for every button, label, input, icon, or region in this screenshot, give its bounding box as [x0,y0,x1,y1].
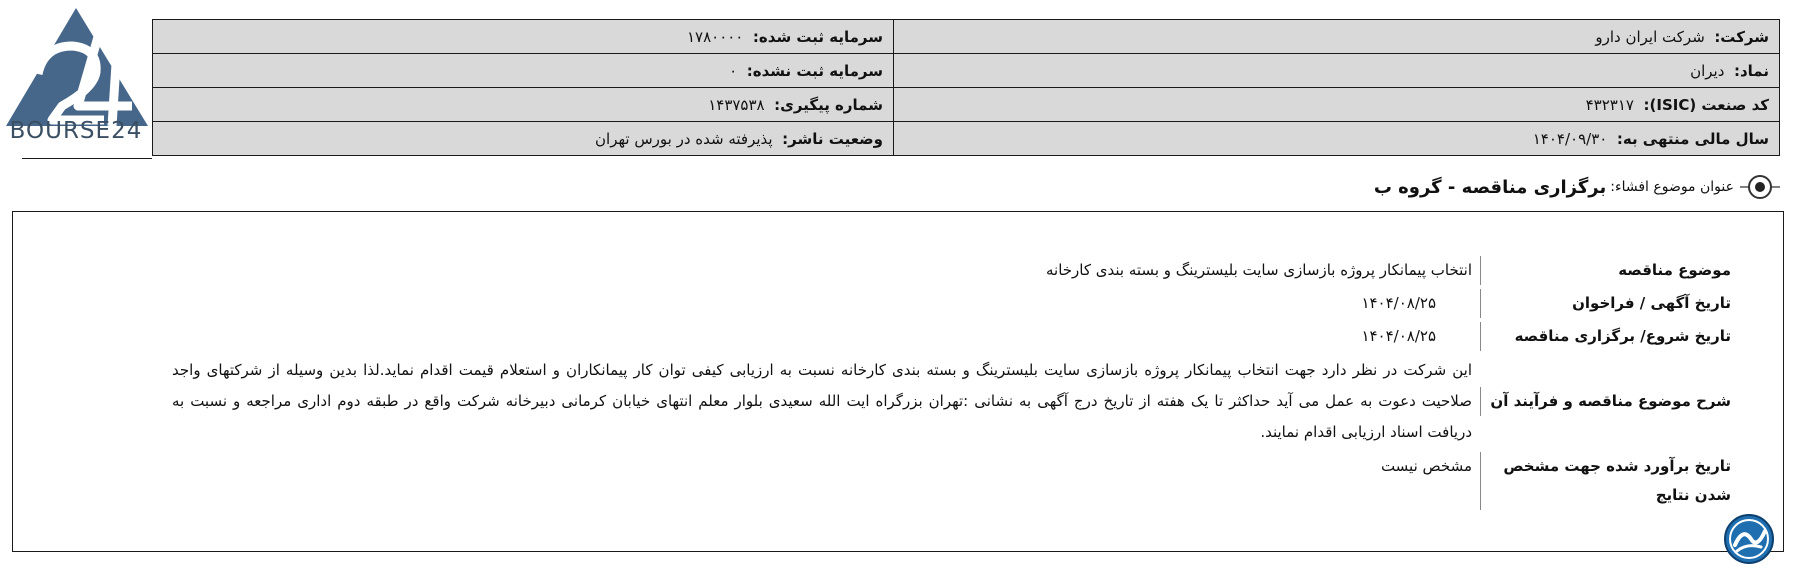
description-label: شرح موضوع مناقصه و فرآیند آن [1480,387,1731,416]
start-date-value: ۱۴۰۴/۰۸/۲۵ [1361,327,1436,345]
subject-label: عنوان موضوع افشاء: [1610,179,1734,195]
detail-row-result-date [172,452,1731,510]
logo-underline [22,158,152,159]
bourse-swirl-icon [1723,513,1775,565]
info-row-company [153,20,1780,54]
result-date-value: مشخص نیست [1380,457,1472,475]
isic-label: کد صنعت (ISIC): [1643,95,1769,114]
detail-row-topic [172,256,1731,285]
tracking-number-cell [153,88,894,122]
publisher-status-cell [153,122,894,156]
disclosure-subject [1374,172,1780,202]
fiscal-year-label: سال مالی منتهی به: [1616,129,1769,148]
info-row-fiscal [153,122,1780,156]
symbol-value: دیران [1690,61,1725,80]
symbol-cell [894,54,1780,88]
tracking-number-label: شماره پیگیری: [774,95,883,114]
unregistered-capital-label: سرمایه ثبت نشده: [746,61,883,80]
fiscal-year-cell [894,122,1780,156]
info-row-symbol [153,54,1780,88]
ad-date-label: تاریخ آگهی / فراخوان [1480,289,1731,318]
unregistered-capital-cell [153,54,894,88]
tender-details-list [172,256,1731,514]
logo-text: BOURSE24 [9,118,143,144]
isic-cell [894,88,1780,122]
publisher-status-label: وضعیت ناشر: [782,129,883,148]
unregistered-capital-value: ۰ [729,61,738,80]
description-value: این شرکت در نظر دارد جهت انتخاب پیمانکار پروژه بازسازی سایت بلیسترینگ و بسته بندی کارخانه نسبت به ارزیابی کیفی توان کار پیمانکاران و استعلام قیمت اقدام نماید.لذا بدین وسیله از شرکتهای واجد صلاحیت دعوت به عمل می آید حداکثر تا یک هفته از تاریخ درج آگهی به نشانی :تهران بزرگراه ایت الله سعیدی بلوار معلم انتهای خیابان کرمانی دبیرخانه شرکت واقع در طبقه دوم اداری مراجعه و نسبت به دریافت اسناد ارزیابی اقدام نمایند. [172,361,1472,441]
registered-capital-value: ۱۷۸۰۰۰۰ [686,27,744,46]
company-value: شرکت ایران دارو [1595,27,1705,46]
detail-row-ad-date [172,289,1731,318]
topic-label: موضوع مناقصه [1480,256,1731,285]
subject-title: برگزاری مناقصه - گروه ب [1373,176,1607,198]
topic-value: انتخاب پیمانکار پروژه بازسازی سایت بلیسترینگ و بسته بندی کارخانه [1046,261,1472,279]
result-date-label: تاریخ برآورد شده جهت مشخص شدن نتایج [1480,452,1731,510]
tracking-number-value: ۱۴۳۷۵۳۸ [708,95,765,114]
isic-value: ۴۳۲۳۱۷ [1585,95,1634,114]
tender-details-box [12,211,1784,552]
company-info-table [152,19,1780,156]
fiscal-year-value: ۱۴۰۴/۰۹/۳۰ [1532,129,1608,148]
info-row-isic [153,88,1780,122]
ad-date-value: ۱۴۰۴/۰۸/۲۵ [1361,294,1436,312]
publisher-status-value: پذیرفته شده در بورس تهران [595,129,773,148]
start-date-label: تاریخ شروع/ برگزاری مناقصه [1480,322,1731,351]
detail-row-description [172,355,1731,448]
company-cell [894,20,1780,54]
detail-row-start-date [172,322,1731,351]
target-marker-icon [1740,172,1780,202]
symbol-label: نماد: [1733,61,1769,80]
registered-capital-label: سرمایه ثبت شده: [752,27,883,46]
company-label: شرکت: [1714,27,1769,46]
registered-capital-cell [153,20,894,54]
